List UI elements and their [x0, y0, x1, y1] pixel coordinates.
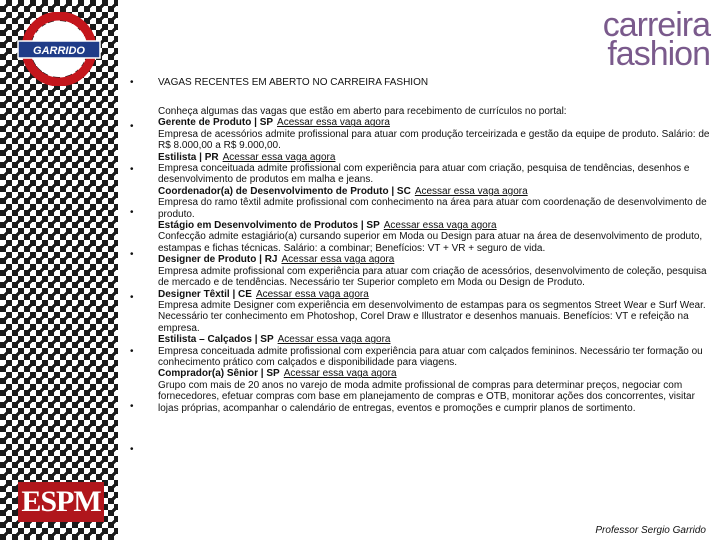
bullet: •: [130, 346, 134, 357]
job-title: Gerente de Produto | SP: [158, 117, 274, 129]
job-description: Empresa do ramo têxtil admite profissional com conhecimento na área para atuar com coordenação de desenvolvimento de produto.: [158, 197, 707, 220]
job-item: [158, 254, 713, 288]
garrido-logo-text: GARRIDO: [33, 45, 85, 57]
bullet: •: [130, 164, 134, 175]
bullet: •: [130, 292, 134, 303]
job-item: [158, 186, 713, 220]
job-link[interactable]: Acessar essa vaga agora: [277, 117, 390, 129]
bullet: •: [130, 444, 134, 455]
job-item: [158, 368, 713, 414]
brand-line2: fashion: [607, 35, 710, 73]
intro-text: Conheça algumas das vagas que estão em aberto para recebimento de currículos no portal:: [158, 106, 567, 117]
job-item: [158, 289, 713, 335]
job-title: Comprador(a) Sênior | SP: [158, 368, 280, 380]
bullet: •: [130, 401, 134, 412]
job-item: [158, 334, 713, 368]
footer-author: Professor Sergio Garrido: [595, 525, 706, 536]
job-description: Grupo com mais de 20 anos no varejo de moda admite profissional de compras para determinar preços, negociar com fornecedores, efetuar compras com base em planejamento de compras e OTB, monitorar ações dos concorrentes, visitar lojas próprias, acompanhar o calendário de entregas, eventos e promoções e cumprir planos de sortimento.: [158, 379, 695, 414]
job-title: Designer Têxtil | CE: [158, 288, 252, 300]
brand-line1: carreira: [602, 6, 710, 44]
espm-logo: [18, 482, 104, 522]
job-title: Estilista | PR: [158, 151, 219, 163]
job-link[interactable]: Acessar essa vaga agora: [277, 334, 391, 346]
job-link[interactable]: Acessar essa vaga agora: [283, 368, 397, 380]
espm-logo-text: ESPM: [21, 485, 101, 518]
job-link[interactable]: Acessar essa vaga agora: [255, 288, 369, 300]
carreira-fashion-logo: [560, 6, 710, 73]
job-link[interactable]: Acessar essa vaga agora: [383, 220, 497, 232]
job-title: Estágio em Desenvolvimento de Produtos | SP: [158, 220, 380, 232]
job-title: Coordenador(a) de Desenvolvimento de Produto | SC: [158, 185, 411, 197]
bullet: •: [130, 249, 134, 260]
bullet: •: [130, 121, 134, 132]
page-heading: VAGAS RECENTES EM ABERTO NO CARREIRA FASHION: [158, 77, 429, 88]
job-title: Designer de Produto | RJ: [158, 254, 278, 266]
job-description: Confecção admite estagiário(a) cursando superior em Moda ou Design para atuar na área de desenvolvimento de produto, estampas e fichas técnicas. Salário: a combinar; Benefícios: VT + VR + seguro de vida.: [158, 231, 703, 254]
job-link[interactable]: Acessar essa vaga agora: [222, 151, 336, 163]
job-item: [158, 220, 713, 254]
bullet: •: [130, 207, 134, 218]
job-item: [158, 117, 713, 151]
job-description: Empresa conceituada admite profissional com experiência para atuar com criação, pesquisa de tendências, desenhos e desenvolvimento de produtos em malha e jeans.: [158, 163, 690, 186]
job-title: Estilista – Calçados | SP: [158, 334, 274, 346]
job-link[interactable]: Acessar essa vaga agora: [414, 185, 528, 197]
bullet: •: [130, 77, 134, 88]
job-item: [158, 152, 713, 186]
job-list: [158, 106, 713, 414]
job-description: Empresa conceituada admite profissional com experiência para atuar com calçados femininos. Necessário ter formação ou conhecimento prático com calçados e disponibilidade para viagens.: [158, 345, 703, 368]
garrido-logo: [16, 12, 102, 86]
job-link[interactable]: Acessar essa vaga agora: [281, 254, 395, 266]
job-description: Empresa admite profissional com experiência para atuar com criação de acessórios, desenvolvimento de coleção, pesquisa de mercado e de tendências. Necessário ter Superior completo em Moda ou Design de Produto.: [158, 265, 707, 289]
job-description: Empresa de acessórios admite profissional para atuar com produção terceirizada e gestão da equipe de produto. Salário: de R$ 8.000,00 a R$ 9.000,00.: [158, 128, 710, 152]
job-description: Empresa admite Designer com experiência em desenvolvimento de estampas para os segmentos Street Wear e Surf Wear. Necessário ter conhecimento em Photoshop, Corel Draw e Illustrator e desenhos manuais. Benefícios: VT e refeição na empresa.: [158, 299, 706, 334]
